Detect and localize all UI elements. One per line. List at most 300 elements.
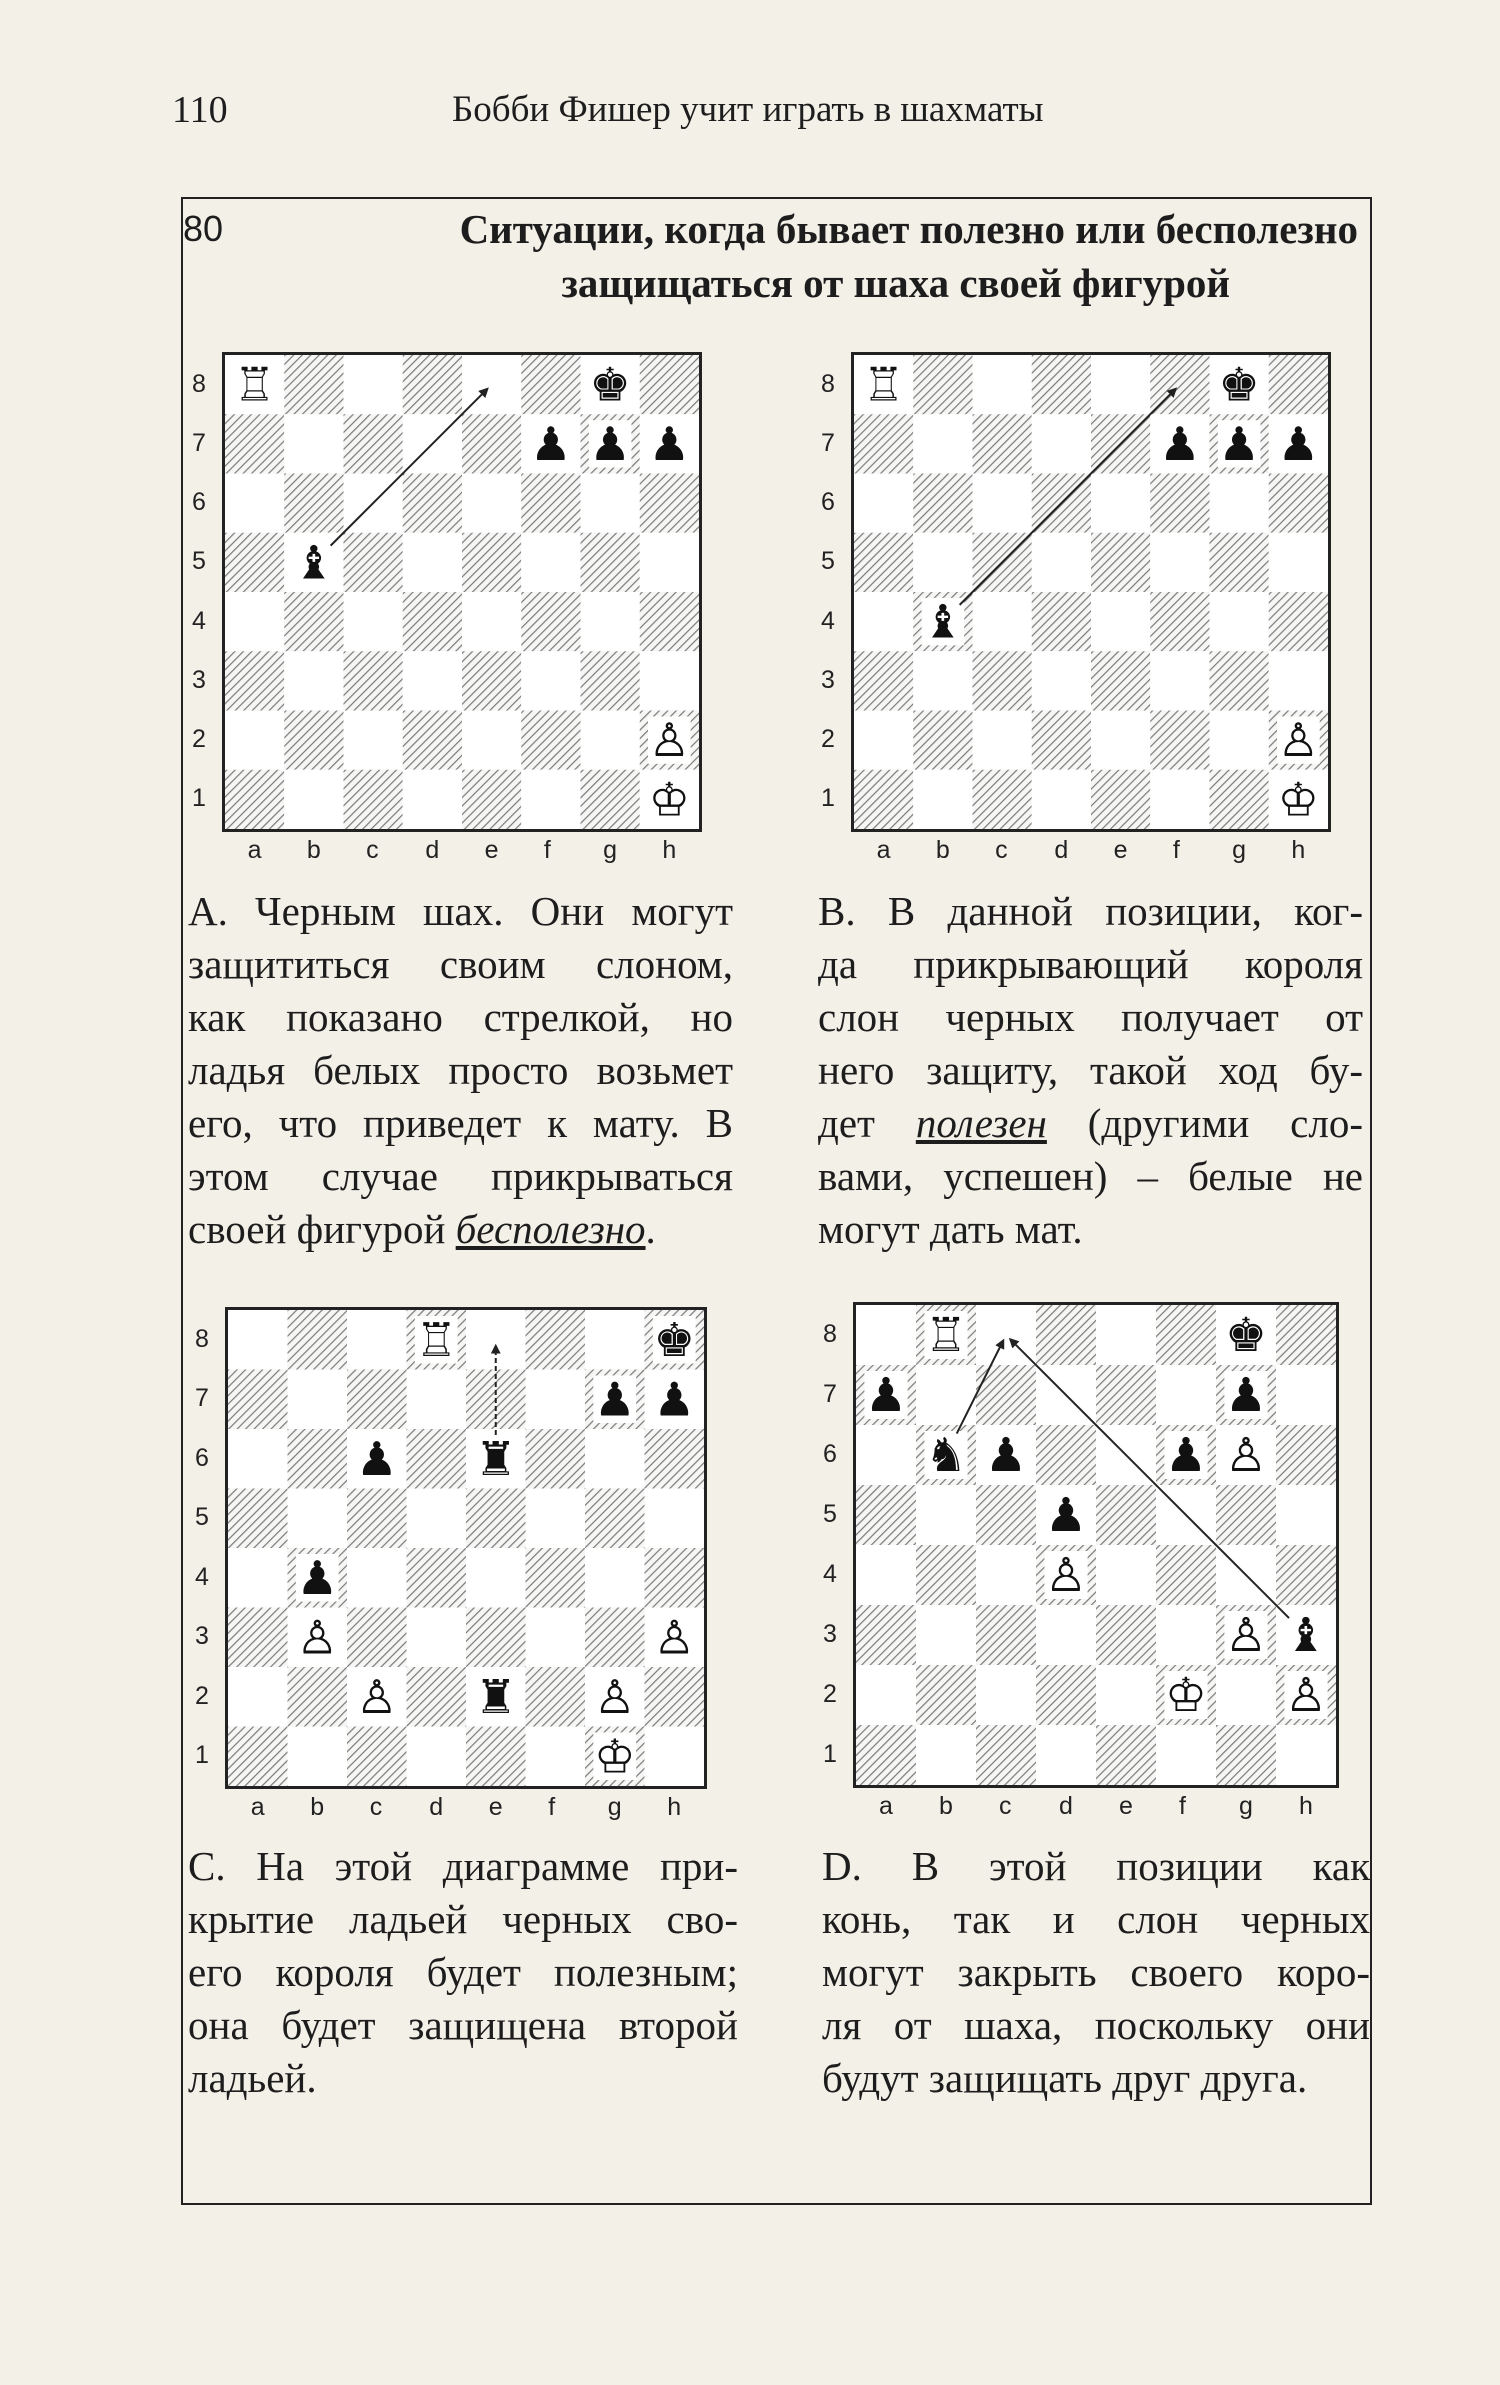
square-b8 [284, 355, 343, 414]
rank-label: 7 [192, 428, 206, 457]
square-b6 [288, 1429, 348, 1489]
square-e6 [462, 474, 521, 533]
caption-line: защититься своим слоном, [188, 941, 733, 987]
white-p-g2-piece: ♙ [593, 1669, 636, 1724]
file-label: b [306, 836, 321, 864]
square-f8 [521, 355, 580, 414]
file-label: a [247, 836, 262, 864]
square-g3 [581, 651, 640, 710]
square-b4 [916, 1545, 976, 1605]
white-k-h1-piece: ♔ [1277, 772, 1320, 827]
caption-line: его, что приведет к мату. В [188, 1100, 733, 1146]
file-label: d [429, 1793, 444, 1821]
square-f6 [526, 1429, 586, 1489]
square-d3 [403, 651, 462, 710]
white-k-f2-piece: ♔ [1165, 1669, 1207, 1724]
chessboard-c [225, 1307, 707, 1789]
rank-label: 4 [821, 606, 835, 635]
square-c4 [976, 1545, 1036, 1605]
square-c5 [347, 1489, 407, 1549]
square-g6 [585, 1429, 645, 1489]
square-b1 [284, 770, 343, 829]
square-e8 [1091, 355, 1150, 414]
square-d3 [1032, 651, 1091, 710]
black-p-f7-piece: ♟ [530, 416, 572, 471]
file-label: g [603, 836, 618, 864]
rank-label: 2 [192, 725, 206, 754]
square-c1 [344, 770, 403, 829]
caption-b [818, 885, 1363, 1256]
square-h6 [1276, 1425, 1336, 1485]
square-g2 [1216, 1665, 1276, 1725]
file-label: h [1291, 836, 1306, 864]
black-p-h7-piece: ♟ [1277, 416, 1320, 471]
square-d1 [1032, 770, 1091, 829]
square-h1 [1276, 1725, 1336, 1785]
black-p-g7-piece: ♟ [1225, 1369, 1267, 1424]
file-label: f [1172, 836, 1180, 864]
square-g4 [1210, 592, 1269, 651]
rank-label: 6 [192, 488, 206, 517]
square-d1 [407, 1727, 467, 1787]
square-h6 [640, 474, 699, 533]
square-a5 [228, 1489, 288, 1549]
square-a5 [225, 533, 284, 592]
square-f1 [521, 770, 580, 829]
file-label: e [1113, 836, 1128, 864]
rank-label: 4 [823, 1560, 837, 1588]
file-label: c [995, 836, 1008, 864]
square-h4 [1269, 592, 1328, 651]
square-c7 [347, 1370, 407, 1430]
square-e2 [1096, 1665, 1156, 1725]
square-a5 [854, 533, 913, 592]
square-g1 [1210, 770, 1269, 829]
file-label: f [548, 1793, 556, 1821]
square-d6 [407, 1429, 467, 1489]
rank-label: 5 [821, 547, 835, 576]
square-b1 [916, 1725, 976, 1785]
square-f3 [1150, 651, 1209, 710]
rank-label: 8 [821, 369, 835, 398]
square-h2 [645, 1667, 705, 1727]
square-e6 [1091, 474, 1150, 533]
white-p-g6-piece: ♙ [1225, 1429, 1267, 1484]
caption-line: С. На этой диаграмме при- [188, 1843, 738, 1889]
rank-label: 5 [192, 547, 206, 576]
rank-label: 6 [821, 488, 835, 517]
square-b1 [913, 770, 972, 829]
square-a8 [856, 1305, 916, 1365]
square-f4 [1156, 1545, 1216, 1605]
square-a5 [856, 1485, 916, 1545]
white-p-c2-piece: ♙ [355, 1669, 398, 1724]
square-g6 [581, 474, 640, 533]
square-h8 [1269, 355, 1328, 414]
caption-line: да прикрывающий короля [818, 941, 1363, 987]
square-c3 [344, 651, 403, 710]
square-b6 [913, 474, 972, 533]
square-a6 [225, 474, 284, 533]
black-r-e6-piece: ♜ [474, 1431, 517, 1486]
emphasis: бесполезно [455, 1206, 646, 1252]
square-f5 [521, 533, 580, 592]
square-h8 [640, 355, 699, 414]
square-b7 [288, 1370, 348, 1430]
file-label: a [876, 836, 891, 864]
square-a6 [854, 474, 913, 533]
square-b2 [284, 711, 343, 770]
caption-d [822, 1840, 1370, 2105]
square-a7 [228, 1370, 288, 1430]
rank-label: 5 [823, 1500, 837, 1528]
square-a4 [854, 592, 913, 651]
page-header [0, 0, 1500, 160]
square-b5 [913, 533, 972, 592]
square-d4 [407, 1548, 467, 1608]
square-h5 [645, 1489, 705, 1549]
black-b-b5-piece: ♝ [293, 535, 335, 590]
square-g5 [1210, 533, 1269, 592]
square-f4 [526, 1548, 586, 1608]
white-p-h2-piece: ♙ [648, 713, 691, 768]
square-d8 [1032, 355, 1091, 414]
file-label: g [1232, 836, 1247, 864]
square-e1 [466, 1727, 526, 1787]
rank-label: 1 [192, 784, 206, 813]
square-d1 [403, 770, 462, 829]
square-e1 [1091, 770, 1150, 829]
square-f3 [521, 651, 580, 710]
square-c1 [976, 1725, 1036, 1785]
square-g1 [1216, 1725, 1276, 1785]
square-d3 [1036, 1605, 1096, 1665]
board-svg [854, 355, 1328, 829]
square-e5 [462, 533, 521, 592]
square-f8 [526, 1310, 586, 1370]
square-h3 [640, 651, 699, 710]
caption-line: ладьей. [188, 2055, 317, 2101]
square-e7 [1096, 1365, 1156, 1425]
square-d3 [407, 1608, 467, 1668]
caption-line: вами, успешен) – белые не [818, 1153, 1363, 1199]
board-svg [228, 1310, 704, 1786]
square-f5 [526, 1489, 586, 1549]
square-f6 [1150, 474, 1209, 533]
black-p-f6-piece: ♟ [1165, 1429, 1207, 1484]
square-d7 [407, 1370, 467, 1430]
black-p-h7-piece: ♟ [648, 416, 691, 471]
square-g4 [585, 1548, 645, 1608]
caption-line: конь, так и слон черных [822, 1896, 1370, 1942]
square-b8 [288, 1310, 348, 1370]
square-f1 [1156, 1725, 1216, 1785]
square-f5 [1150, 533, 1209, 592]
file-label: h [1299, 1792, 1313, 1820]
black-p-a7-piece: ♟ [865, 1369, 907, 1424]
square-e2 [462, 711, 521, 770]
square-a2 [856, 1665, 916, 1725]
page-number: 110 [172, 89, 228, 131]
square-d2 [403, 711, 462, 770]
square-f7 [1156, 1365, 1216, 1425]
white-k-g1-piece: ♔ [593, 1729, 636, 1784]
caption-line: своей фигурой бесполезно. [188, 1206, 656, 1252]
file-label: h [662, 836, 677, 864]
square-e8 [1096, 1305, 1156, 1365]
square-c3 [347, 1608, 407, 1668]
square-b7 [913, 414, 972, 473]
square-d2 [407, 1667, 467, 1727]
rank-label: 3 [823, 1620, 837, 1648]
rank-label: 8 [823, 1320, 837, 1348]
square-g5 [585, 1489, 645, 1549]
square-g6 [1210, 474, 1269, 533]
white-p-b3-piece: ♙ [296, 1610, 339, 1665]
file-label: c [366, 836, 379, 864]
black-p-d5-piece: ♟ [1045, 1489, 1087, 1544]
square-f2 [526, 1667, 586, 1727]
black-p-c6-piece: ♟ [355, 1431, 398, 1486]
square-a1 [856, 1725, 916, 1785]
board-svg [856, 1305, 1336, 1785]
square-c7 [976, 1365, 1036, 1425]
square-c7 [344, 414, 403, 473]
square-e3 [1096, 1605, 1156, 1665]
white-p-h2-piece: ♙ [1277, 713, 1320, 768]
square-h6 [1269, 474, 1328, 533]
square-c8 [344, 355, 403, 414]
caption-line: B. В данной позиции, ког- [818, 888, 1363, 934]
square-g2 [581, 711, 640, 770]
file-label: d [1054, 836, 1069, 864]
square-d7 [1032, 414, 1091, 473]
square-d4 [403, 592, 462, 651]
square-e5 [1096, 1485, 1156, 1545]
square-a4 [856, 1545, 916, 1605]
file-label: a [250, 1793, 265, 1821]
white-r-a8-piece: ♖ [233, 357, 276, 412]
square-c4 [344, 592, 403, 651]
square-c1 [347, 1727, 407, 1787]
rank-label: 7 [823, 1380, 837, 1408]
square-a1 [225, 770, 284, 829]
square-b3 [916, 1605, 976, 1665]
rank-label: 5 [195, 1503, 209, 1532]
square-h1 [645, 1727, 705, 1787]
square-a2 [228, 1667, 288, 1727]
rank-label: 3 [192, 665, 206, 694]
file-label: b [935, 836, 950, 864]
white-k-h1-piece: ♔ [648, 772, 691, 827]
white-p-h2-piece: ♙ [1285, 1669, 1327, 1724]
square-c8 [973, 355, 1032, 414]
square-d2 [1032, 711, 1091, 770]
black-p-f7-piece: ♟ [1159, 416, 1201, 471]
square-c2 [973, 711, 1032, 770]
file-label: b [310, 1793, 325, 1821]
square-b6 [284, 474, 343, 533]
square-a6 [856, 1425, 916, 1485]
square-c7 [973, 414, 1032, 473]
file-label: e [484, 836, 499, 864]
rank-label: 7 [195, 1384, 209, 1413]
square-c4 [347, 1548, 407, 1608]
square-c2 [976, 1665, 1036, 1725]
square-e2 [1091, 711, 1150, 770]
square-f8 [1156, 1305, 1216, 1365]
rank-label: 1 [823, 1740, 837, 1768]
square-c4 [973, 592, 1032, 651]
caption-line: А. Черным шах. Они могут [188, 888, 733, 934]
square-e1 [1096, 1725, 1156, 1785]
rank-label: 7 [821, 428, 835, 457]
square-a3 [228, 1608, 288, 1668]
square-e1 [462, 770, 521, 829]
square-g1 [581, 770, 640, 829]
file-label: d [1059, 1792, 1073, 1820]
file-label: g [607, 1793, 622, 1821]
black-b-h3-piece: ♝ [1285, 1609, 1327, 1664]
rank-label: 2 [821, 725, 835, 754]
square-h4 [645, 1548, 705, 1608]
square-g5 [1216, 1485, 1276, 1545]
running-title: Бобби Фишер учит играть в шахматы [452, 89, 1044, 130]
square-a6 [228, 1429, 288, 1489]
panel-title-line-2: защищаться от шаха своей фигурой [561, 260, 1230, 306]
square-c2 [344, 711, 403, 770]
square-e4 [1091, 592, 1150, 651]
square-b5 [916, 1485, 976, 1545]
square-h5 [640, 533, 699, 592]
square-e4 [466, 1548, 526, 1608]
file-label: f [543, 836, 551, 864]
square-g3 [1210, 651, 1269, 710]
square-a1 [854, 770, 913, 829]
square-h7 [1276, 1365, 1336, 1425]
square-a7 [854, 414, 913, 473]
square-e4 [1096, 1545, 1156, 1605]
square-b1 [288, 1727, 348, 1787]
square-d1 [1036, 1725, 1096, 1785]
square-a2 [225, 711, 284, 770]
square-b8 [913, 355, 972, 414]
black-r-e2-piece: ♜ [474, 1669, 517, 1724]
file-label: c [999, 1792, 1012, 1820]
caption-line: слон черных получает от [818, 994, 1363, 1040]
rank-label: 6 [823, 1440, 837, 1468]
square-d6 [1036, 1425, 1096, 1485]
rank-label: 3 [821, 665, 835, 694]
square-h4 [1276, 1545, 1336, 1605]
file-label: e [488, 1793, 503, 1821]
square-e3 [462, 651, 521, 710]
rank-label: 6 [195, 1443, 209, 1472]
file-label: h [667, 1793, 682, 1821]
rank-label: 8 [195, 1324, 209, 1353]
panel-title-line-1: Ситуации, когда бывает полезно или бесполезно [459, 206, 1358, 252]
black-p-g7-piece: ♟ [589, 416, 631, 471]
caption-line: его короля будет полезным; [188, 1949, 738, 1995]
black-k-g8-piece: ♚ [1218, 357, 1260, 412]
caption-line: этом случае прикрываться [188, 1153, 733, 1199]
square-e4 [462, 592, 521, 651]
emphasis: полезен [915, 1100, 1047, 1146]
square-e3 [466, 1608, 526, 1668]
square-a2 [854, 711, 913, 770]
caption-line: могут дать мат. [818, 1206, 1083, 1252]
file-label: c [369, 1793, 383, 1821]
square-b4 [284, 592, 343, 651]
file-label: a [879, 1792, 893, 1820]
square-a4 [225, 592, 284, 651]
square-c6 [973, 474, 1032, 533]
square-h8 [1276, 1305, 1336, 1365]
square-f2 [521, 711, 580, 770]
rank-label: 2 [195, 1681, 209, 1710]
chessboard-a [222, 352, 702, 832]
caption-line: ля от шаха, поскольку они [822, 2002, 1370, 2048]
black-p-b4-piece: ♟ [296, 1550, 339, 1605]
rank-label: 8 [192, 369, 206, 398]
black-k-g8-piece: ♚ [1225, 1309, 1267, 1364]
white-p-g3-piece: ♙ [1225, 1609, 1267, 1664]
caption-line: будут защищать друг друга. [822, 2055, 1308, 2101]
square-a3 [225, 651, 284, 710]
square-f6 [521, 474, 580, 533]
white-r-a8-piece: ♖ [862, 357, 905, 412]
square-e3 [1091, 651, 1150, 710]
caption-line: как показано стрелкой, но [188, 994, 733, 1040]
square-c3 [976, 1605, 1036, 1665]
square-f1 [1150, 770, 1209, 829]
black-p-g7-piece: ♟ [1218, 416, 1260, 471]
square-f4 [521, 592, 580, 651]
square-f2 [1150, 711, 1209, 770]
square-b5 [288, 1489, 348, 1549]
rank-label: 4 [195, 1562, 209, 1591]
file-label: f [1179, 1792, 1186, 1820]
square-b2 [916, 1665, 976, 1725]
white-r-b8-piece: ♖ [925, 1309, 967, 1364]
square-c5 [344, 533, 403, 592]
square-h6 [645, 1429, 705, 1489]
square-a7 [225, 414, 284, 473]
square-h3 [1269, 651, 1328, 710]
black-k-g8-piece: ♚ [589, 357, 631, 412]
square-g2 [1210, 711, 1269, 770]
square-g5 [581, 533, 640, 592]
white-r-d8-piece: ♖ [415, 1312, 458, 1367]
square-b7 [284, 414, 343, 473]
square-b3 [284, 651, 343, 710]
square-b3 [913, 651, 972, 710]
square-c1 [973, 770, 1032, 829]
square-e5 [466, 1489, 526, 1549]
square-e7 [462, 414, 521, 473]
square-d6 [403, 474, 462, 533]
square-b2 [913, 711, 972, 770]
panel-number: 80 [183, 208, 224, 249]
board-svg [225, 355, 699, 829]
square-g3 [585, 1608, 645, 1668]
square-e5 [1091, 533, 1150, 592]
square-b2 [288, 1667, 348, 1727]
square-h5 [1269, 533, 1328, 592]
rank-label: 2 [823, 1680, 837, 1708]
file-label: b [939, 1792, 953, 1820]
square-h4 [640, 592, 699, 651]
